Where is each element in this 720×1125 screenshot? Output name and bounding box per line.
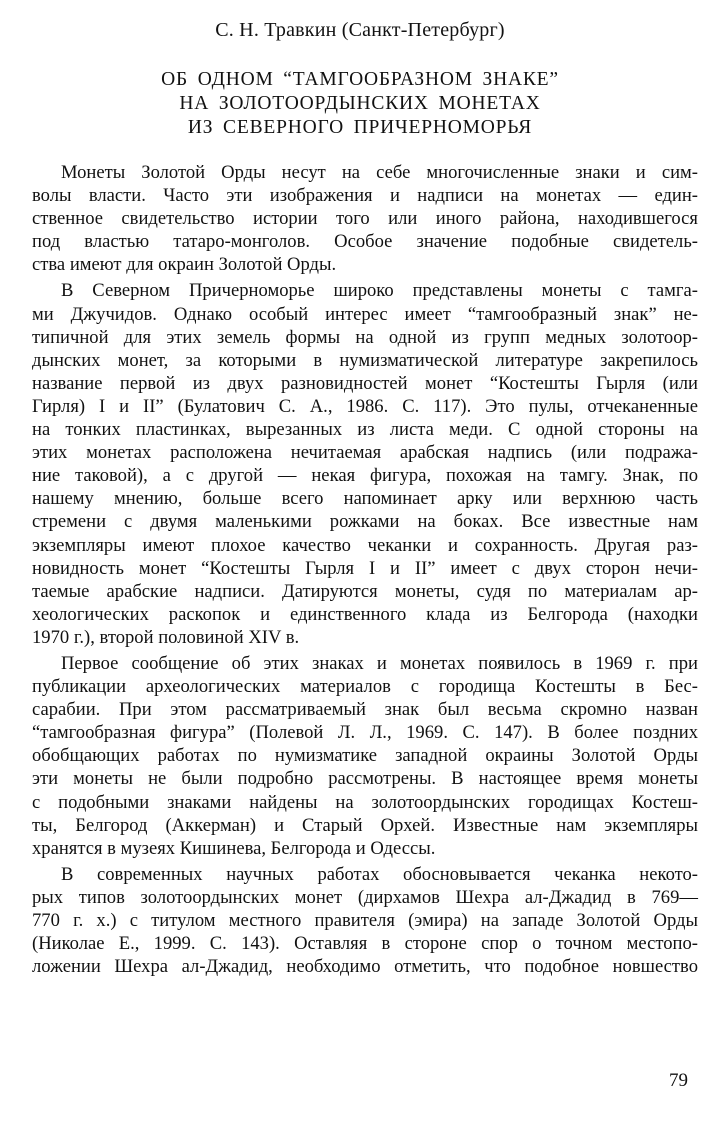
text-line: эти монеты не были подробно рассмотрены. В настоящее время монеты: [32, 768, 698, 790]
title-line: ОБ ОДНОМ “ТАМГООБРАЗНОМ ЗНАКЕ”: [161, 69, 559, 90]
text-line: “тамгообразная фигура” (Полевой Л. Л., 1969. С. 147). В более поздних: [32, 722, 698, 744]
text-line: стремени с двумя маленькими рожками на боках. Все известные нам: [32, 511, 698, 533]
text-line: рых типов золотоордынских монет (дирхамов Шехра ал-Джадид в 769—: [32, 886, 698, 908]
text-line: этих монетах расположена нечитаемая арабская надпись (или подража-: [32, 442, 698, 464]
text-line: хеологических раскопок и единственного клада из Белгорода (находки: [32, 603, 698, 625]
text-line: под властью татаро-монголов. Особое значение подобные свидетель-: [32, 231, 698, 253]
text-line: Монеты Золотой Орды несут на себе многочисленные знаки и сим-: [61, 162, 698, 183]
text-line: В Северном Причерноморье широко представлены монеты с тамга-: [61, 280, 698, 302]
text-line: сарабии. При этом рассматриваемый знак был весьма скромно назван: [32, 699, 698, 721]
article-body: [32, 161, 698, 981]
paragraph: [32, 863, 698, 978]
text-line: ственное свидетельство истории того или иного района, находившегося: [32, 208, 698, 230]
text-line: ства имеют для окраин Золотой Орды.: [32, 254, 337, 276]
text-line: 770 г. х.) с титулом местного правителя (эмира) на западе Золотой Орды: [32, 910, 698, 931]
text-line: обобщающих работах по нумизматике западной окраины Золотой Орды: [32, 745, 698, 767]
text-line: нашему мнению, больше всего напоминает арку или верхнюю часть: [32, 488, 698, 510]
text-line: с подобными знаками найдены на золотоордынских городищах Костеш-: [32, 791, 698, 813]
text-line: типичной для этих земель формы на одной из групп медных золотоор-: [32, 326, 698, 348]
text-line: ние таковой), а с другой — некая фигура, похожая на тамгу. Знак, по: [32, 465, 698, 487]
text-line: новидность монет “Костешты Гырля I и II” имеет с двух сторон нечи-: [32, 557, 698, 579]
title-line: НА ЗОЛОТООРДЫНСКИХ МОНЕТАХ: [179, 93, 541, 114]
text-line: В современных научных работах обосновывается чеканка некото-: [61, 863, 698, 885]
text-line: (Николае Е., 1999. С. 143). Оставляя в стороне спор о точном местопо-: [32, 933, 698, 955]
text-line: ложении Шехра ал-Джадид, необходимо отметить, что подобное новшество: [32, 956, 698, 978]
paragraph: [32, 161, 698, 276]
text-line: публикации археологических материалов с городища Костешты в Бес-: [32, 676, 698, 698]
text-line: 1970 г.), второй половиной XIV в.: [32, 626, 300, 648]
paragraph: [32, 652, 698, 860]
text-line: название первой из двух разновидностей монет “Костешты Гырля (или: [32, 372, 698, 394]
text-line: на тонких пластинках, вырезанных из листа меди. С одной стороны на: [32, 419, 698, 441]
text-line: ты, Белгород (Аккерман) и Старый Орхей. Известные нам экземпляры: [32, 814, 698, 836]
text-line: дынских монет, за которыми в нумизматической литературе закрепилось: [32, 349, 698, 371]
text-line: волы власти. Часто эти изображения и надписи на монетах — един-: [32, 185, 698, 207]
page-number: 79: [669, 1070, 688, 1091]
author-line: С. Н. Травкин (Санкт-Петербург): [215, 19, 505, 41]
text-line: экземпляры имеют плохое качество чеканки и сохранность. Другая раз-: [32, 534, 698, 556]
title-line: ИЗ СЕВЕРНОГО ПРИЧЕРНОМОРЬЯ: [187, 117, 533, 138]
article-title: [0, 68, 720, 140]
text-line: Гирля) I и II” (Булатович С. А., 1986. С. 117). Это пулы, отчеканенные: [32, 395, 698, 417]
paragraph: [32, 279, 698, 649]
text-line: Первое сообщение об этих знаках и монетах появилось в 1969 г. при: [61, 652, 698, 674]
text-line: хранятся в музеях Кишинева, Белгорода и Одессы.: [32, 837, 436, 859]
text-line: ми Джучидов. Однако особый интерес имеет “тамгообразный знак” не-: [32, 303, 698, 325]
text-line: таемые арабские надписи. Датируются монеты, судя по материалам ар-: [32, 580, 698, 602]
